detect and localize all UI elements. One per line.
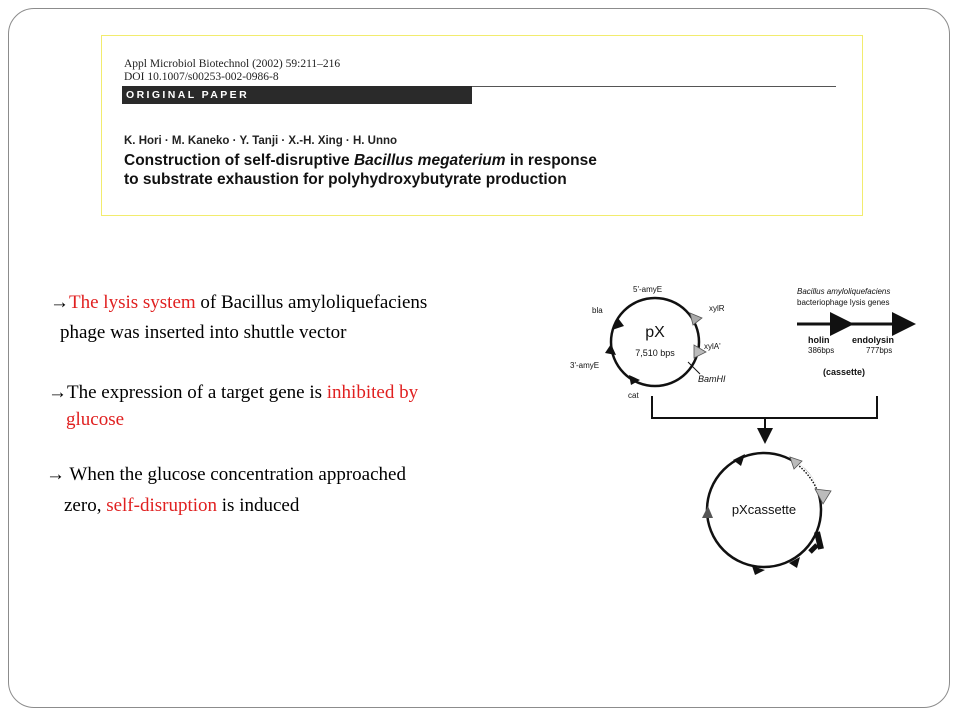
journal-line: Appl Microbiol Biotechnol (2002) 59:211–216 [124, 58, 341, 70]
holin-label: holin [808, 335, 830, 345]
paper-title-line2: to substrate exhaustion for polyhydroxybutyrate production [124, 171, 567, 188]
arrow-icon: → [46, 464, 65, 485]
px-size: 7,510 bps [635, 348, 675, 358]
bullet-1-line2: phage was inserted into shuttle vector [60, 322, 347, 343]
label-xylR: xylR [709, 304, 725, 313]
section-label: ORIGINAL PAPER [122, 86, 472, 104]
xylA-marker-icon [815, 489, 831, 504]
px-name: pX [645, 324, 665, 341]
label-3amyE: 3'-amyE [570, 361, 600, 370]
paper-title-italic: Bacillus megaterium [353, 152, 506, 169]
arrow-icon: → [50, 292, 69, 313]
bullet-3: → When the glucose concentration approached [46, 464, 406, 485]
bullet-1: →The lysis system of Bacillus amyloliquefaciens [50, 292, 428, 313]
label-5amyE: 5'-amyE [633, 285, 663, 294]
doi-line: DOI 10.1007/s00253-002-0986-8 [124, 71, 279, 83]
label-xylA: xylA' [704, 342, 721, 351]
cassette-source-line2: bacteriophage lysis genes [797, 298, 890, 307]
bullet-2-line2: glucose [66, 409, 125, 430]
lysis-cassette [797, 287, 910, 377]
label-bla: bla [592, 306, 603, 315]
endolysin-block [810, 545, 817, 552]
cassette-label: (cassette) [823, 367, 866, 377]
endolysin-size: 777bps [866, 346, 893, 355]
cassette-source-line1: Bacillus amyloliquefaciens [797, 287, 891, 296]
px-plasmid-circle [611, 298, 699, 386]
amyE-arrow-icon [605, 344, 616, 355]
merge-connector [652, 396, 877, 440]
label-cat: cat [628, 391, 639, 400]
bla-marker-icon [733, 454, 745, 466]
endolysin-label: endolysin [852, 335, 895, 345]
bullet-3-line2: zero, self-disruption is induced [64, 495, 300, 516]
bullet-2: →The expression of a target gene is inhibited by [48, 382, 419, 403]
label-bamhi: BamHI [698, 374, 726, 384]
arrow-icon: → [48, 382, 67, 403]
pxcassette-name: pXcassette [731, 502, 797, 517]
paper-authors: K. Hori · M. Kaneko · Y. Tanji · X.-H. Xing · H. Unno [124, 135, 398, 147]
paper-title-line1: Construction of self-disruptive Bacillus megaterium in response [124, 152, 597, 169]
holin-size: 386bps [808, 346, 835, 355]
amyE-marker-icon [702, 506, 713, 518]
pxcassette-plasmid [702, 453, 831, 575]
px-plasmid [570, 285, 726, 400]
